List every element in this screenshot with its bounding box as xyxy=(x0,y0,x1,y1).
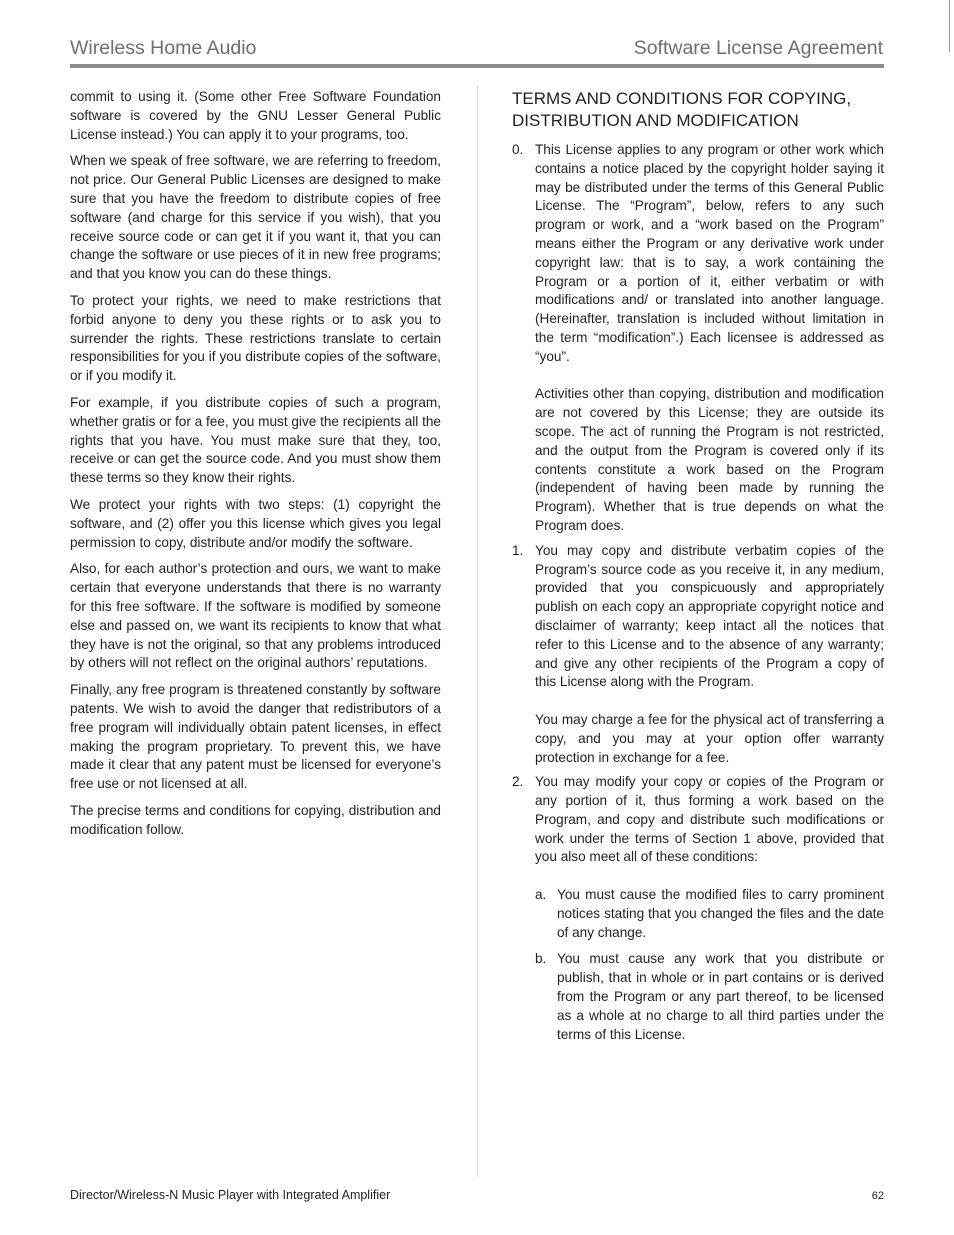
subitem-letter: a. xyxy=(535,887,547,903)
subitem-text: You must cause the modified files to carry prominent notices stating that you changed the files and the date of any change. xyxy=(557,887,884,940)
term-subitem-a xyxy=(535,886,884,942)
term-number: 1. xyxy=(512,542,524,558)
subitem-letter: b. xyxy=(535,951,547,967)
left-column xyxy=(70,88,441,847)
column-divider xyxy=(477,85,478,1178)
term-item-2 xyxy=(512,773,884,1044)
paragraph: The precise terms and conditions for copying, distribution and modification follow. xyxy=(70,802,441,837)
paragraph: commit to using it. (Some other Free Software Foundation software is covered by the GNU Lesser General Public License instead.) You can apply it to your programs, too. xyxy=(70,89,441,142)
paragraph: Finally, any free program is threatened constantly by software patents. We wish to avoid the danger that redistributors of a free program will individually obtain patent licenses, in effect making the program proprietary. To prevent this, we have made it clear that any patent must be licensed for everyone’s free use or not licensed at all. xyxy=(70,682,441,792)
header-title-left: Wireless Home Audio xyxy=(70,37,257,59)
term-paragraph: You may modify your copy or copies of the Program or any portion of it, thus forming a work based on the Program, and copy and distribute such modifications or work under the terms of Section 1 above, provided that you also meet all of these conditions: xyxy=(535,774,884,865)
subitem-text: You must cause any work that you distribute or publish, that in whole or in part contains or is derived from the Program or any part thereof, to be licensed as a whole at no charge to all third parties under the terms of this License. xyxy=(557,951,884,1042)
right-column xyxy=(512,88,884,1052)
header-rule xyxy=(70,64,884,68)
paragraph: To protect your rights, we need to make restrictions that forbid anyone to deny you these rights or to ask you to surrender the rights. These restrictions translate to certain responsibilities for you if you distribute copies of the software, or if you modify it. xyxy=(70,292,441,384)
term-paragraph: This License applies to any program or other work which contains a notice placed by the copyright holder saying it may be distributed under the terms of this General Public License. The “Program”, below, refers to any such program or work, and a “work based on the Program” means either the Program or any derivative work under copyright law: that is to say, a work containing the Program or a portion of it, either verbatim or with modifications and/ or translated into another language. (Hereinafter, translation is included without limitation in the term “modification”.) Each licensee is addressed as “you”. xyxy=(535,142,884,364)
paragraph: We protect your rights with two steps: (1) copyright the software, and (2) offer you this license which gives you legal permission to copy, distribute and/or modify the software. xyxy=(70,496,441,550)
header-title-right: Software License Agreement xyxy=(633,37,883,59)
term-paragraph: You may copy and distribute verbatim copies of the Program’s source code as you receive it, in any medium, provided that you conspicuously and appropriately publish on each copy an appropriate copyright notice and disclaimer of warranty; keep intact all the notices that refer to this License and to the absence of any warranty; and give any other recipients of the Program a copy of this License along with the Program. xyxy=(535,542,884,690)
paragraph: Also, for each author’s protection and ours, we want to make certain that everyone understands that there is no warranty for this free software. If the software is modified by someone else and passed on, we want its recipients to know that what they have is not the original, so that any problems introduced by others will not reflect on the original authors’ reputations. xyxy=(70,561,441,671)
term-paragraph: Activities other than copying, distribution and modification are not covered by this License; they are outside its scope. The act of running the Program is not restricted, and the output from the Program is covered only if its contents constitute a work based on the Program (independent of having been made by running the Program). Whether that is true depends on what the Program does. xyxy=(535,386,884,533)
page-number: 62 xyxy=(871,1190,884,1202)
footer-product-name: Director/Wireless-N Music Player with Integrated Amplifier xyxy=(70,1188,391,1202)
term-paragraph: You may charge a fee for the physical act of transferring a copy, and you may at your option offer warranty protection in exchange for a fee. xyxy=(535,711,884,765)
term-item-1 xyxy=(512,542,884,768)
term-number: 2. xyxy=(512,774,524,790)
paragraph: When we speak of free software, we are referring to freedom, not price. Our General Public Licenses are designed to make sure that you have the freedom to distribute copies of free software (and charge for this service if you wish), that you receive source code or can get it if you want it, that you can change the software or use pieces of it in new free programs; and that you know you can do these things. xyxy=(70,153,441,282)
term-number: 0. xyxy=(512,142,524,157)
term-subitem-b xyxy=(535,950,884,1044)
page-edge-line xyxy=(949,0,950,52)
section-heading: TERMS AND CONDITIONS FOR COPYING, DISTRIBUTION AND MODIFICATION xyxy=(512,89,852,130)
paragraph: For example, if you distribute copies of such a program, whether gratis or for a fee, you must give the recipients all the rights that you have. You must make sure that they, too, receive or can get the source code. And you must show them these terms so they know their rights. xyxy=(70,394,441,486)
term-item-0 xyxy=(512,141,884,536)
